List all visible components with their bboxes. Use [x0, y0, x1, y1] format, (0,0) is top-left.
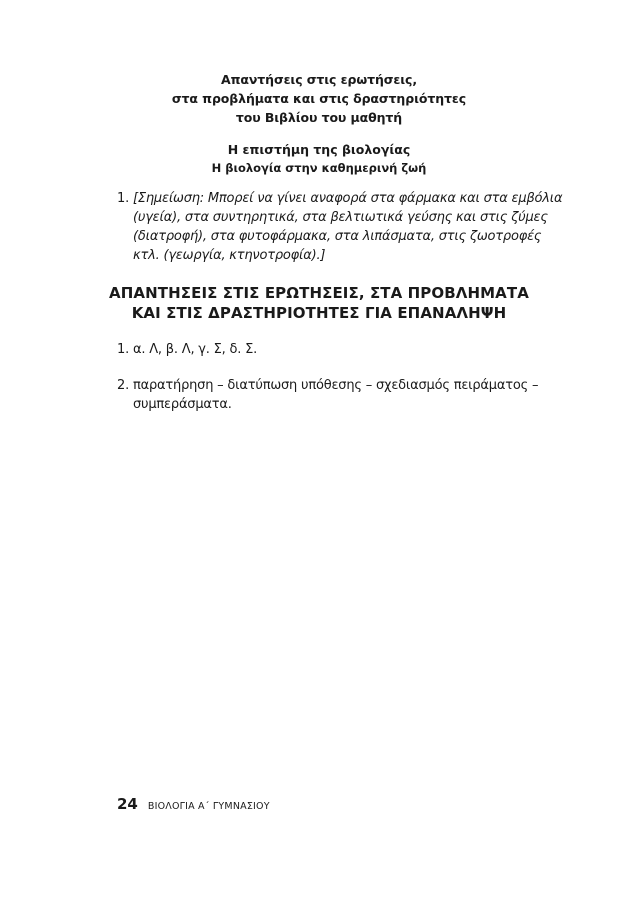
section-heading-line-2: ΚΑΙ ΣΤΙΣ ΔΡΑΣΤΗΡΙΟΤΗΤΕΣ ΓΙΑ ΕΠΑΝΑΛΗΨΗ [131, 304, 507, 322]
page-footer [117, 795, 270, 813]
chapter-subtitle: Η βιολογία στην καθημερινή ζωή [211, 161, 427, 175]
review-section-heading [0, 283, 638, 323]
chapter-title: Η επιστήμη της βιολογίας [227, 142, 411, 157]
header-line-2: στα προβλήματα και στις δραστηριότητες [171, 91, 467, 106]
header-line-3: του Βιβλίου του μαθητή [235, 110, 403, 125]
section-heading-line-1: ΑΠΑΝΤΗΣΕΙΣ ΣΤΙΣ ΕΡΩΤΗΣΕΙΣ, ΣΤΑ ΠΡΟΒΛΗΜΑΤΑ [109, 284, 529, 302]
answer-number: 2. [117, 378, 130, 393]
review-answer-2 [117, 376, 567, 414]
answer-text: παρατήρηση – διατύπωση υπόθεσης – σχεδιασμός πειράματος – συμπεράσματα. [133, 378, 539, 412]
answer-number: 1. [117, 191, 130, 206]
page-header [0, 70, 638, 127]
header-line-1: Απαντήσεις στις ερωτήσεις, [221, 72, 417, 87]
answer-text: α. Λ, β. Λ, γ. Σ, δ. Σ. [133, 342, 258, 357]
answer-text: [Σημείωση: Μπορεί να γίνει αναφορά στα φάρμακα και στα εμβόλια (υγεία), στα συντηρητικά, στα βελτιωτικά γεύσης και στις ζύμες (διατροφή), στα φυτοφάρμακα, στα λιπάσματα, στις ζωοτροφές κτλ. (γεωργία, κτηνοτροφία).] [133, 191, 563, 263]
chapter-heading [0, 140, 638, 178]
chapter-answer-1 [117, 189, 567, 265]
review-answer-1 [117, 340, 567, 359]
book-title: ΒΙΟΛΟΓΙΑ Α΄ ΓΥΜΝΑΣΙΟΥ [147, 801, 270, 812]
page-number: 24 [117, 795, 138, 813]
answer-number: 1. [117, 342, 130, 357]
